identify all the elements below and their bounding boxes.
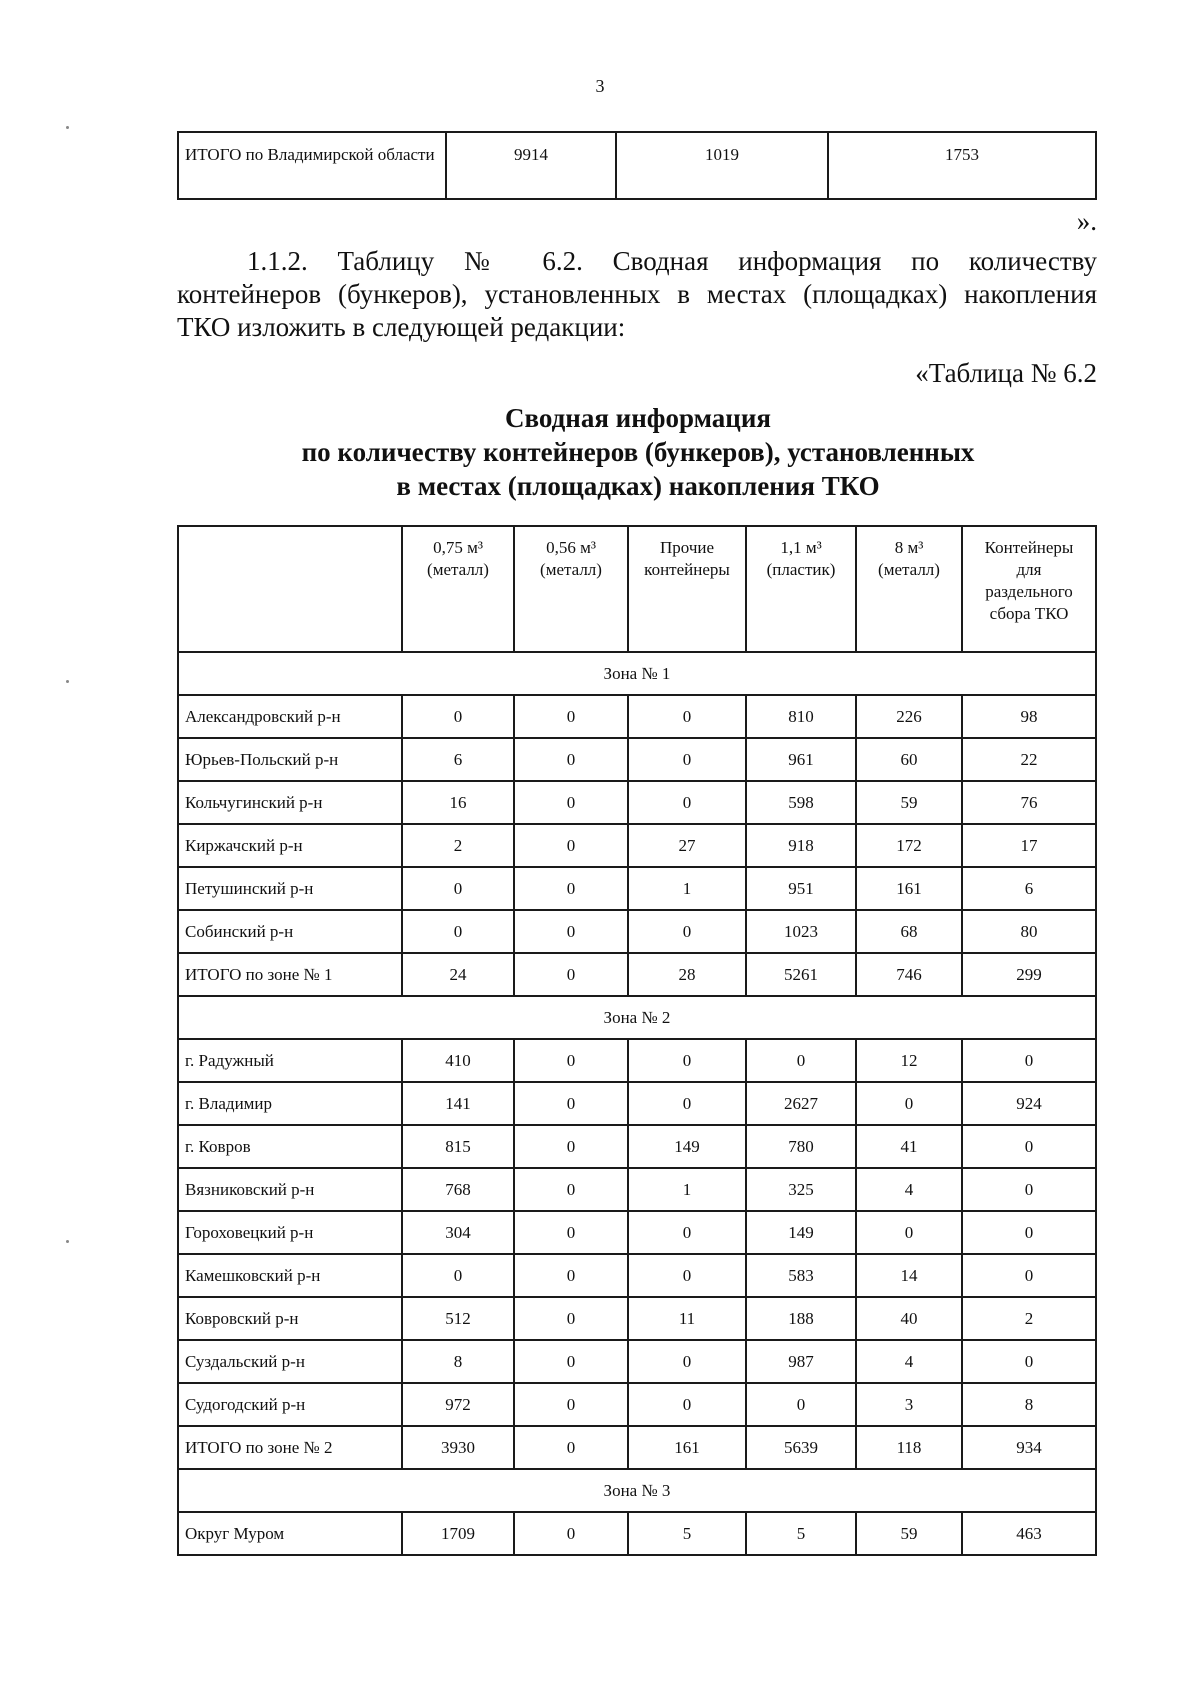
district-name-cell: Кольчугинский р-н [178,781,402,824]
value-cell: 951 [746,867,856,910]
value-cell: 512 [402,1297,514,1340]
value-cell: 1 [628,867,746,910]
value-cell: 14 [856,1254,962,1297]
value-cell: 59 [856,1512,962,1555]
table-number-label: «Таблица № 6.2 [915,358,1097,388]
column-header [962,526,1096,652]
value-cell: 2627 [746,1082,856,1125]
value-cell: 0 [856,1211,962,1254]
value-cell: 304 [402,1211,514,1254]
value-cell: 780 [746,1125,856,1168]
table-row [178,1426,1096,1469]
value-cell: 0 [628,781,746,824]
containers-table [177,525,1097,1556]
value-cell: 5639 [746,1426,856,1469]
value-cell: 1023 [746,910,856,953]
value-cell: 28 [628,953,746,996]
value-cell: 0 [514,695,628,738]
value-cell: 161 [628,1426,746,1469]
district-name-cell: г. Владимир [178,1082,402,1125]
district-name-cell: Юрьев-Польский р-н [178,738,402,781]
value-cell: 0 [514,1426,628,1469]
table-row [178,1125,1096,1168]
district-name-cell: г. Ковров [178,1125,402,1168]
value-cell: 3930 [402,1426,514,1469]
page-number: 3 [595,76,605,96]
table-row [178,1340,1096,1383]
value-cell: 0 [514,1512,628,1555]
value-cell: 0 [514,824,628,867]
paragraph-line: контейнеров (бункеров), установленных в местах (площадках) накопления [177,279,1097,309]
value-cell: 3 [856,1383,962,1426]
value-cell: 5261 [746,953,856,996]
value-cell: 8 [962,1383,1096,1426]
column-header-line: раздельного [985,582,1073,601]
value-cell: 815 [402,1125,514,1168]
value-cell: 0 [628,1082,746,1125]
table-row [178,824,1096,867]
value-cell: 0 [962,1168,1096,1211]
column-header [746,526,856,652]
value-cell: 0 [628,738,746,781]
district-name-cell: Судогодский р-н [178,1383,402,1426]
value-cell: 12 [856,1039,962,1082]
summary-total-row [178,132,1096,199]
value-cell: 810 [746,695,856,738]
value-cell: 924 [962,1082,1096,1125]
value-cell: 41 [856,1125,962,1168]
value-cell: 0 [628,695,746,738]
value-cell: 0 [962,1254,1096,1297]
value-cell: 0 [628,1254,746,1297]
column-header-line: 0,56 м³ [546,538,596,557]
summary-total-value: 1019 [616,132,828,199]
value-cell: 60 [856,738,962,781]
column-header-line: 0,75 м³ [433,538,483,557]
value-cell: 987 [746,1340,856,1383]
value-cell: 1 [628,1168,746,1211]
column-header-line: (пластик) [766,560,836,579]
district-name-cell: Суздальский р-н [178,1340,402,1383]
district-name-cell: Вязниковский р-н [178,1168,402,1211]
table-row [178,1297,1096,1340]
heading-line: по количеству контейнеров (бункеров), установленных [301,437,975,467]
zone-header-row [178,652,1096,695]
value-cell: 161 [856,867,962,910]
value-cell: 0 [514,1297,628,1340]
column-header-line: контейнеры [644,560,730,579]
column-header-line: 8 м³ [894,538,924,557]
value-cell: 0 [962,1039,1096,1082]
value-cell: 0 [514,1254,628,1297]
district-name-cell: Камешковский р-н [178,1254,402,1297]
value-cell: 0 [628,910,746,953]
district-name-cell: Ковровский р-н [178,1297,402,1340]
value-cell: 149 [746,1211,856,1254]
district-name-cell: Петушинский р-н [178,867,402,910]
heading-line: Сводная информация [504,403,772,433]
table-row [178,1082,1096,1125]
value-cell: 918 [746,824,856,867]
scan-dot [66,1240,69,1243]
value-cell: 0 [402,1254,514,1297]
value-cell: 0 [514,867,628,910]
containers-table-body [178,526,1096,1555]
value-cell: 0 [514,1211,628,1254]
value-cell: 11 [628,1297,746,1340]
closing-quote: ». [1076,206,1097,236]
table-row [178,867,1096,910]
table-row [178,1383,1096,1426]
value-cell: 149 [628,1125,746,1168]
value-cell: 0 [402,695,514,738]
value-cell: 2 [962,1297,1096,1340]
value-cell: 1709 [402,1512,514,1555]
district-name-cell: Александровский р-н [178,695,402,738]
zone-title: Зона № 2 [178,996,1096,1039]
value-cell: 583 [746,1254,856,1297]
zone-header-row [178,1469,1096,1512]
value-cell: 0 [514,1340,628,1383]
scan-dot [66,680,69,683]
value-cell: 0 [856,1082,962,1125]
scan-dot [66,126,69,129]
value-cell: 141 [402,1082,514,1125]
value-cell: 410 [402,1039,514,1082]
value-cell: 0 [514,910,628,953]
column-header-line: для [1016,560,1042,579]
value-cell: 40 [856,1297,962,1340]
zone-header-row [178,996,1096,1039]
value-cell: 0 [962,1125,1096,1168]
value-cell: 0 [628,1340,746,1383]
value-cell: 0 [402,910,514,953]
district-name-cell: Киржачский р-н [178,824,402,867]
district-name-cell: г. Радужный [178,1039,402,1082]
value-cell: 4 [856,1340,962,1383]
value-cell: 0 [962,1340,1096,1383]
table-row [178,695,1096,738]
column-header-line: (металл) [540,560,602,579]
table-row [178,1211,1096,1254]
value-cell: 0 [746,1383,856,1426]
district-name-cell: ИТОГО по зоне № 2 [178,1426,402,1469]
table-row [178,1512,1096,1555]
value-cell: 934 [962,1426,1096,1469]
district-name-cell: Округ Муром [178,1512,402,1555]
heading-line: в местах (площадках) накопления ТКО [396,471,880,501]
value-cell: 68 [856,910,962,953]
column-header-line: (металл) [878,560,940,579]
column-header-line: Контейнеры [984,538,1074,557]
value-cell: 188 [746,1297,856,1340]
value-cell: 0 [746,1039,856,1082]
value-cell: 299 [962,953,1096,996]
value-cell: 0 [628,1039,746,1082]
value-cell: 22 [962,738,1096,781]
table-row [178,781,1096,824]
summary-total-value: 9914 [446,132,616,199]
column-header-line: Прочие [659,538,715,557]
header-row [178,526,1096,652]
value-cell: 8 [402,1340,514,1383]
table-heading [0,401,1200,503]
value-cell: 746 [856,953,962,996]
value-cell: 972 [402,1383,514,1426]
value-cell: 76 [962,781,1096,824]
value-cell: 0 [628,1383,746,1426]
table-row [178,1168,1096,1211]
summary-total-value: 1753 [828,132,1096,199]
amendment-paragraph [177,245,1097,344]
zone-title: Зона № 3 [178,1469,1096,1512]
value-cell: 118 [856,1426,962,1469]
value-cell: 961 [746,738,856,781]
value-cell: 0 [514,738,628,781]
table-row [178,1039,1096,1082]
value-cell: 0 [514,1383,628,1426]
table-row [178,953,1096,996]
table-row [178,1254,1096,1297]
value-cell: 226 [856,695,962,738]
value-cell: 325 [746,1168,856,1211]
paragraph-line: 1.1.2. Таблицу № 6.2. Сводная информация по количеству [247,246,1097,276]
header-corner-cell [178,526,402,652]
column-header [402,526,514,652]
value-cell: 172 [856,824,962,867]
value-cell: 5 [746,1512,856,1555]
value-cell: 4 [856,1168,962,1211]
summary-total-label: ИТОГО по Владимирской области [178,132,446,199]
district-name-cell: Собинский р-н [178,910,402,953]
value-cell: 59 [856,781,962,824]
value-cell: 16 [402,781,514,824]
value-cell: 6 [962,867,1096,910]
summary-total-table [177,131,1097,200]
zone-title: Зона № 1 [178,652,1096,695]
district-name-cell: Гороховецкий р-н [178,1211,402,1254]
column-header [514,526,628,652]
value-cell: 0 [514,1125,628,1168]
value-cell: 98 [962,695,1096,738]
column-header-line: (металл) [427,560,489,579]
column-header [628,526,746,652]
value-cell: 0 [514,953,628,996]
value-cell: 80 [962,910,1096,953]
value-cell: 768 [402,1168,514,1211]
value-cell: 27 [628,824,746,867]
column-header-line: сбора ТКО [989,604,1069,623]
value-cell: 0 [514,781,628,824]
value-cell: 0 [514,1082,628,1125]
value-cell: 2 [402,824,514,867]
column-header [856,526,962,652]
table-row [178,910,1096,953]
value-cell: 0 [514,1168,628,1211]
table-row [178,738,1096,781]
paragraph-line: ТКО изложить в следующей редакции: [177,312,626,342]
value-cell: 0 [402,867,514,910]
value-cell: 24 [402,953,514,996]
value-cell: 0 [962,1211,1096,1254]
district-name-cell: ИТОГО по зоне № 1 [178,953,402,996]
value-cell: 6 [402,738,514,781]
value-cell: 17 [962,824,1096,867]
value-cell: 598 [746,781,856,824]
value-cell: 0 [628,1211,746,1254]
value-cell: 5 [628,1512,746,1555]
value-cell: 463 [962,1512,1096,1555]
value-cell: 0 [514,1039,628,1082]
column-header-line: 1,1 м³ [780,538,822,557]
